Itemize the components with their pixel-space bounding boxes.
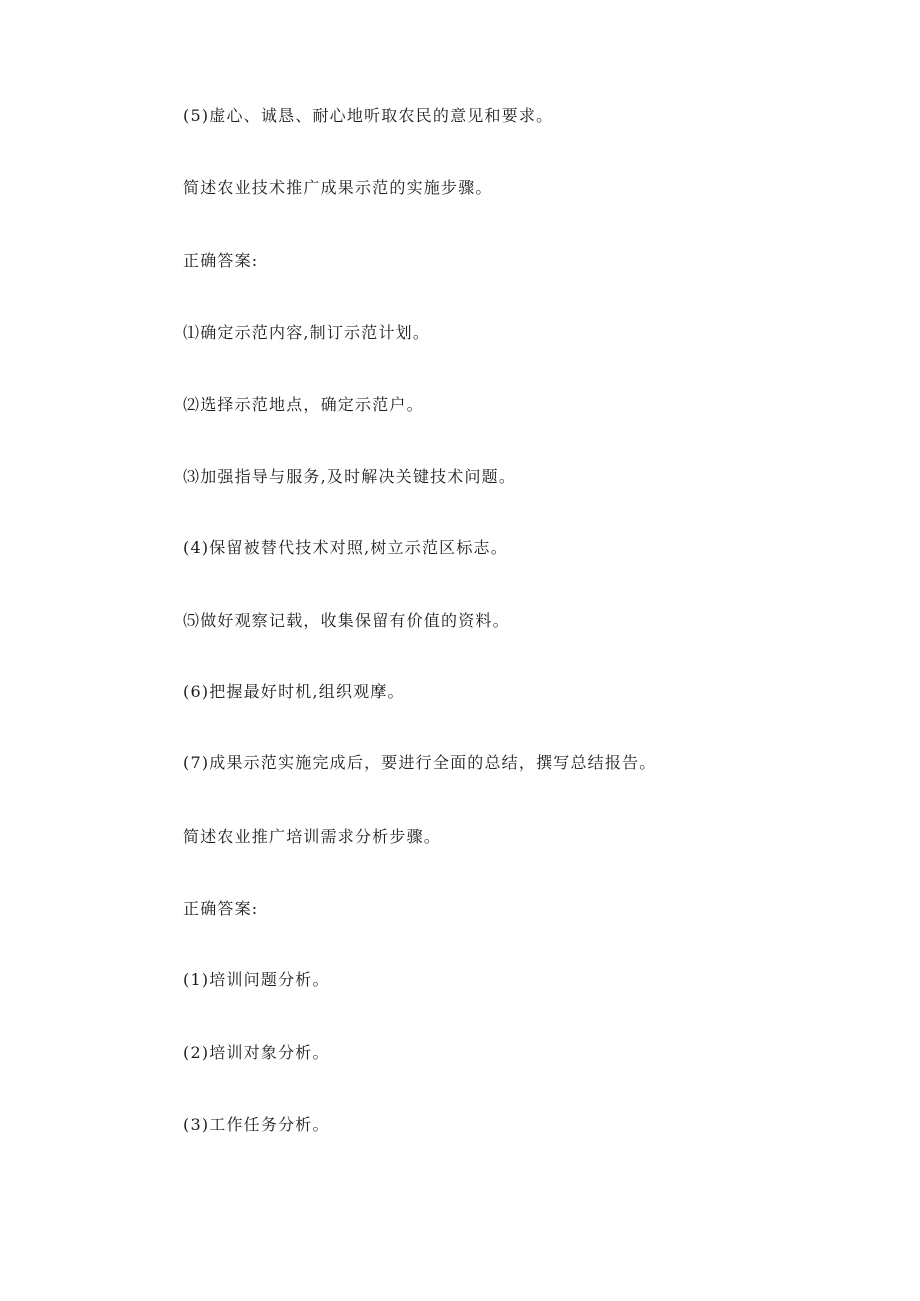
answer-heading: 正确答案: bbox=[183, 251, 259, 270]
answer-item-4: (4)保留被替代技术对照,树立示范区标志。 bbox=[183, 538, 508, 557]
answer-heading-2: 正确答案: bbox=[183, 899, 259, 918]
training-item-2: (2)培训对象分析。 bbox=[183, 1043, 330, 1062]
answer-item-3: ⑶加强指导与服务,及时解决关键技术问题。 bbox=[183, 467, 517, 486]
answer-item-5-listen: (5)虚心、诚恳、耐心地听取农民的意见和要求。 bbox=[183, 106, 554, 125]
question-training-needs: 简述农业推广培训需求分析步骤。 bbox=[183, 827, 442, 846]
answer-item-1: ⑴确定示范内容,制订示范计划。 bbox=[183, 323, 431, 342]
answer-item-6: (6)把握最好时机,组织观摩。 bbox=[183, 682, 405, 701]
answer-item-2: ⑵选择示范地点，确定示范户。 bbox=[183, 395, 424, 414]
training-item-3: (3)工作任务分析。 bbox=[183, 1115, 330, 1134]
training-item-1: (1)培训问题分析。 bbox=[183, 970, 330, 989]
answer-item-5: ⑸做好观察记载，收集保留有价值的资料。 bbox=[183, 611, 510, 630]
answer-item-7: (7)成果示范实施完成后，要进行全面的总结，撰写总结报告。 bbox=[183, 753, 657, 772]
question-demonstration-steps: 简述农业技术推广成果示范的实施步骤。 bbox=[183, 178, 493, 197]
